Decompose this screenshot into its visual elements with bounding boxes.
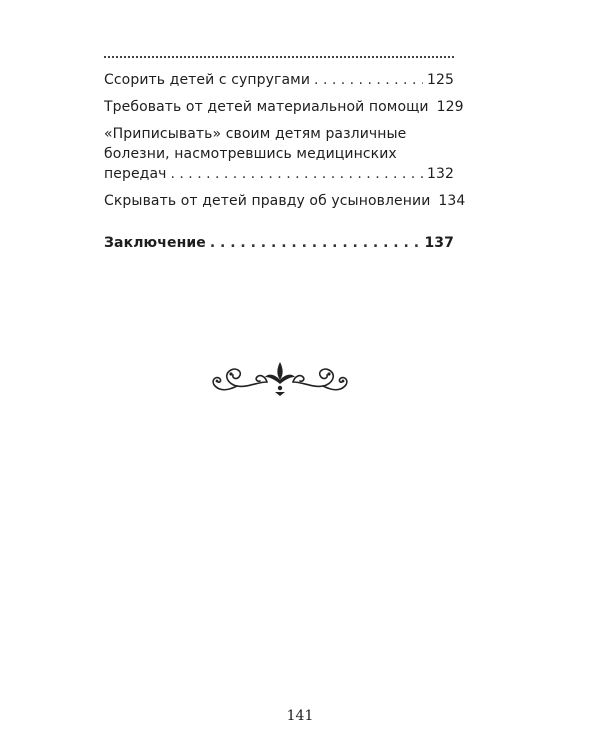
toc-entry-title: Заключение bbox=[104, 235, 206, 251]
toc-entry-title-line: болезни, насмотревшись медицинских bbox=[104, 146, 397, 162]
toc-entry-conclusion[interactable] bbox=[104, 233, 454, 253]
toc-entry-title: Скрывать от детей правду об усыновлении bbox=[104, 193, 431, 209]
table-of-contents bbox=[104, 70, 466, 253]
dot-leader bbox=[171, 164, 423, 184]
toc-entry[interactable] bbox=[104, 97, 464, 117]
flourish-ornament-icon bbox=[205, 358, 355, 402]
toc-entry-page: 129 bbox=[436, 99, 464, 115]
toc-entry[interactable] bbox=[104, 124, 454, 184]
toc-entry-page: 134 bbox=[438, 193, 466, 209]
page-number: 141 bbox=[286, 708, 314, 724]
toc-entry-page: 132 bbox=[426, 166, 454, 182]
toc-entry[interactable] bbox=[104, 70, 454, 90]
dot-leader bbox=[314, 70, 423, 90]
toc-entry-title-line: передач bbox=[104, 166, 167, 182]
toc-entry-title-line: «Приписывать» своим детям различные bbox=[104, 126, 407, 142]
dot-leader bbox=[210, 233, 421, 253]
dotted-separator bbox=[104, 56, 454, 58]
toc-entry-title: Ссорить детей с супругами bbox=[104, 72, 311, 88]
toc-entry-title: Требовать от детей материальной помощи bbox=[104, 99, 429, 115]
toc-entry[interactable] bbox=[104, 191, 466, 211]
toc-entry-page: 125 bbox=[426, 72, 454, 88]
toc-entry-page: 137 bbox=[424, 235, 454, 251]
